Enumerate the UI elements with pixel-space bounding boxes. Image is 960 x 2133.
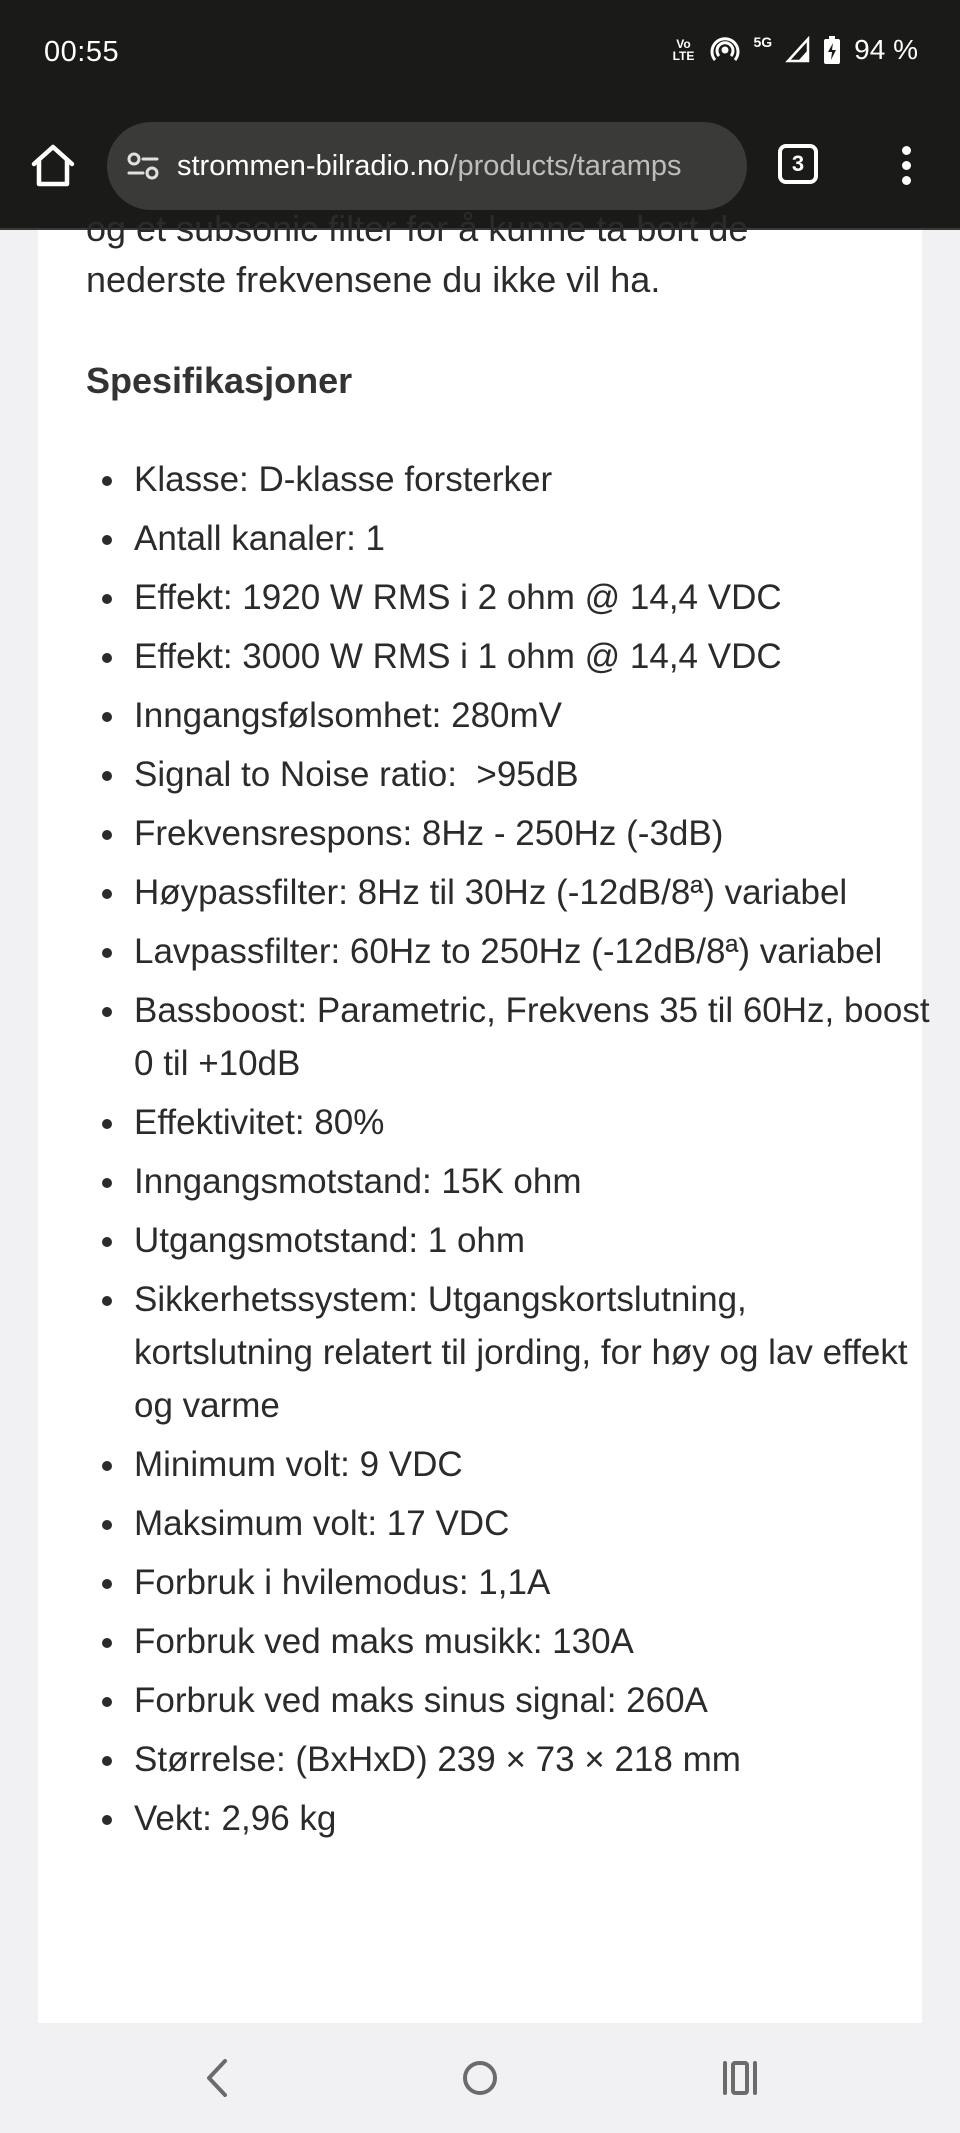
- list-item: Vekt: 2,96 kg: [134, 1792, 934, 1845]
- url-path: /products/taramps: [449, 149, 682, 182]
- home-icon[interactable]: [28, 140, 78, 190]
- status-bar: [0, 0, 960, 110]
- home-nav-icon[interactable]: [455, 2053, 505, 2103]
- list-item: Klasse: D-klasse forsterker: [134, 453, 934, 506]
- list-item: Antall kanaler: 1: [134, 512, 934, 565]
- signal-icon: [786, 37, 810, 63]
- list-item: Effektivitet: 80%: [134, 1096, 934, 1149]
- tabs-icon[interactable]: [778, 144, 818, 184]
- list-item: Forbruk i hvilemodus: 1,1A: [134, 1556, 934, 1609]
- list-item: Effekt: 3000 W RMS i 1 ohm @ 14,4 VDC: [134, 630, 934, 683]
- recents-icon[interactable]: [715, 2053, 765, 2103]
- status-icons: [669, 34, 918, 66]
- specifications-list: [86, 453, 934, 1851]
- list-item: Forbruk ved maks musikk: 130A: [134, 1615, 934, 1668]
- status-time: 00:55: [44, 36, 120, 68]
- list-item: Sikkerhetssystem: Utgangskortslutning, kortslutning relatert til jording, for høy og lav effekt og varme: [134, 1273, 934, 1432]
- list-item: Maksimum volt: 17 VDC: [134, 1497, 934, 1550]
- list-item: Minimum volt: 9 VDC: [134, 1438, 934, 1491]
- description-text: nederste frekvensene du ikke vil ha.: [86, 259, 661, 300]
- list-item: Signal to Noise ratio: >95dB: [134, 748, 934, 801]
- address-bar[interactable]: [107, 122, 747, 210]
- list-item: Forbruk ved maks sinus signal: 260A: [134, 1674, 934, 1727]
- battery-charging-icon: [824, 36, 840, 64]
- system-nav-bar: [0, 2023, 960, 2133]
- list-item: Frekvensrespons: 8Hz - 250Hz (-3dB): [134, 807, 934, 860]
- network-type: 5G: [753, 34, 773, 50]
- back-icon[interactable]: [193, 2053, 243, 2103]
- list-item: Inngangsmotstand: 15K ohm: [134, 1155, 934, 1208]
- list-item: Høypassfilter: 8Hz til 30Hz (-12dB/8ª) variabel: [134, 866, 934, 919]
- product-description: [38, 208, 930, 2023]
- specifications-heading: Spesifikasjoner: [86, 360, 353, 401]
- more-vert-icon[interactable]: [888, 146, 924, 190]
- url-text[interactable]: [177, 150, 682, 183]
- tab-count: 3: [791, 151, 805, 176]
- list-item: Inngangsfølsomhet: 280mV: [134, 689, 934, 742]
- hotspot-icon: [711, 36, 739, 64]
- list-item: Lavpassfilter: 60Hz to 250Hz (-12dB/8ª) variabel: [134, 925, 934, 978]
- list-item: Bassboost: Parametric, Frekvens 35 til 60Hz, boost 0 til +10dB: [134, 984, 934, 1090]
- list-item: Effekt: 1920 W RMS i 2 ohm @ 14,4 VDC: [134, 571, 934, 624]
- list-item: Størrelse: (BxHxD) 239 × 73 × 218 mm: [134, 1733, 934, 1786]
- battery-level: 94 %: [854, 34, 918, 65]
- site-settings-icon[interactable]: [123, 146, 163, 186]
- list-item: Utgangsmotstand: 1 ohm: [134, 1214, 934, 1267]
- volte-icon: Vo LTE: [672, 37, 695, 63]
- description-partial-line: og et subsonic filter for å kunne ta bort de: [86, 208, 749, 249]
- url-domain: strommen-bilradio.no: [177, 149, 450, 182]
